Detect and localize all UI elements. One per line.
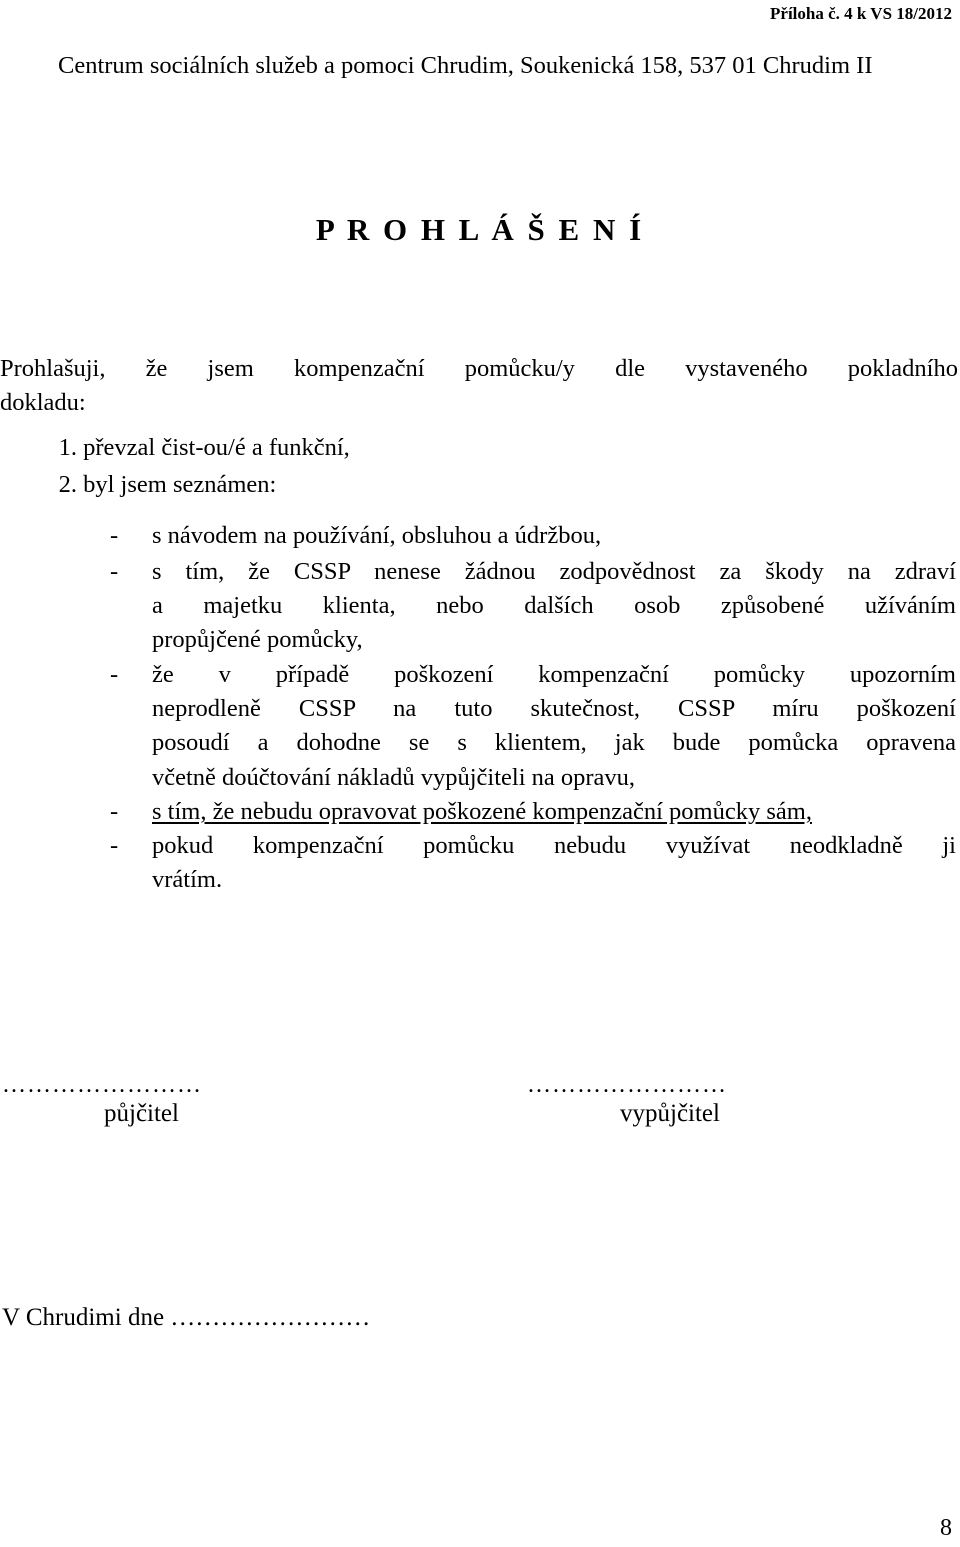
organization-header: Centrum sociálních služeb a pomoci Chrudim, Soukenická 158, 537 01 Chrudim II xyxy=(58,52,873,79)
bullet-line: včetně doúčtování nákladů vypůjčiteli na opravu, xyxy=(152,763,636,791)
bullet-line: propůjčené pomůcky, xyxy=(152,626,363,654)
bullet-item xyxy=(110,658,956,795)
item-number: 1. xyxy=(58,434,77,461)
bullet-line: a majetku klienta, nebo dalších osob způsobené užíváním xyxy=(152,592,956,620)
item-text: byl jsem seznámen: xyxy=(83,471,277,498)
bullet-line: s tím, že CSSP nenese žádnou zodpovědnost za škody na zdraví xyxy=(152,558,956,585)
bullet-line: vrátím. xyxy=(152,866,223,894)
bullet-item xyxy=(110,829,956,897)
bullet-dash: - xyxy=(110,558,119,585)
item-number: 2. xyxy=(58,471,77,498)
item-text: převzal čist-ou/é a funkční, xyxy=(83,434,350,461)
document-title: P R O H L Á Š E N Í xyxy=(315,212,645,247)
bullet-line: neprodleně CSSP na tuto skutečnost, CSSP míru poškození xyxy=(152,695,956,723)
bullet-line: s tím, že nebudu opravovat poškozené kompenzační pomůcky sám, xyxy=(152,798,812,825)
list-item xyxy=(0,431,350,465)
bullet-line: posoudí a dohodne se s klientem, jak bude pomůcka opravena xyxy=(152,729,956,757)
signature-label-borrower: vypůjčitel xyxy=(620,1100,720,1127)
intro-line: Prohlašuji, že jsem kompenzační pomůcku/y dle vystaveného pokladního xyxy=(0,355,958,382)
signature-label-lender: půjčitel xyxy=(104,1100,179,1127)
intro-paragraph xyxy=(0,352,958,420)
place-and-date: V Chrudimi dne …………………… xyxy=(2,1304,371,1331)
annex-reference: Příloha č. 4 k VS 18/2012 xyxy=(770,4,952,23)
bullet-dash: - xyxy=(110,522,119,549)
bullet-dash: - xyxy=(110,798,119,825)
bullet-line: s návodem na používání, obsluhou a údržbou, xyxy=(152,522,602,549)
bullet-line: že v případě poškození kompenzační pomůcky upozorním xyxy=(152,661,956,688)
list-item xyxy=(0,468,276,502)
bullet-dash: - xyxy=(110,661,119,688)
bullet-item xyxy=(110,795,956,829)
page-number: 8 xyxy=(940,1515,952,1541)
bullet-dash: - xyxy=(110,832,119,859)
signature-line-lender: …………………… xyxy=(2,1072,202,1098)
signature-line-borrower: …………………… xyxy=(527,1072,727,1098)
bullet-line: pokud kompenzační pomůcku nebudu využívat neodkladně ji xyxy=(152,832,956,859)
intro-line: dokladu: xyxy=(0,389,86,416)
bullet-item xyxy=(110,555,956,658)
bullet-item xyxy=(110,519,956,553)
